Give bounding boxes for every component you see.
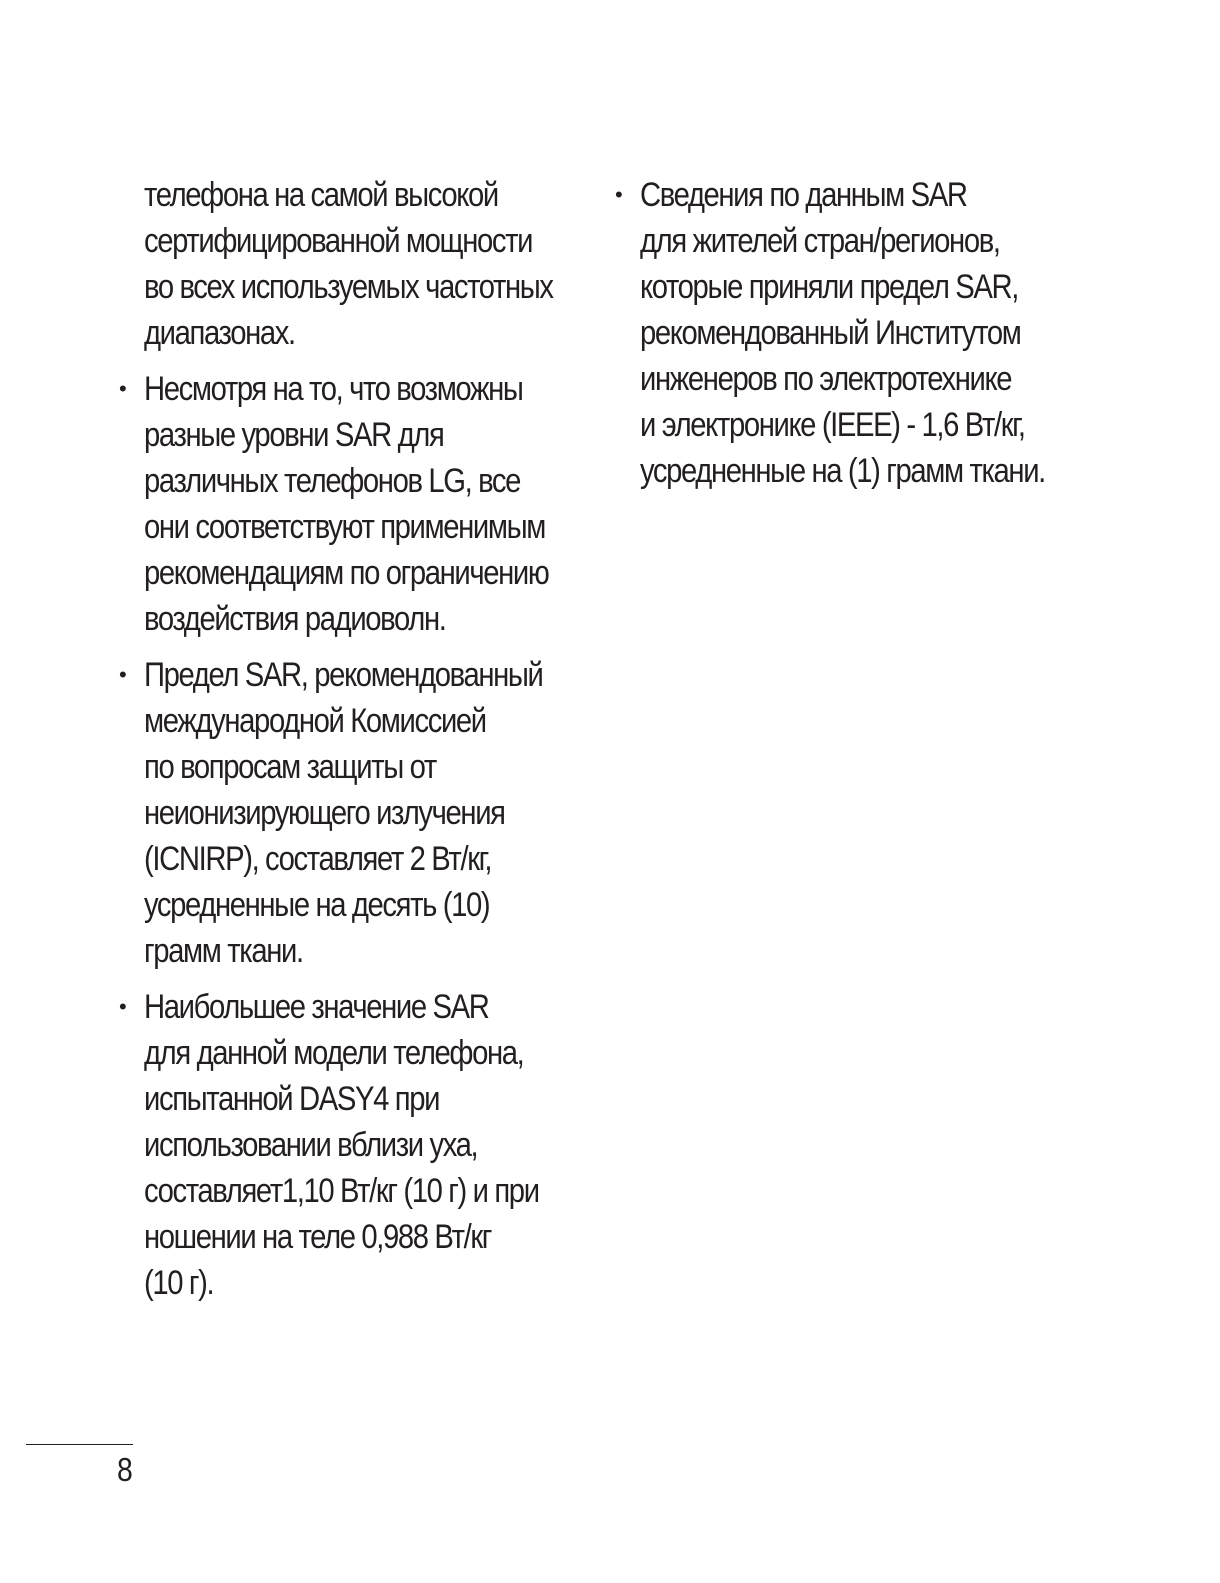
text-line: для жителей стран/регионов, <box>640 222 1000 260</box>
footer-rule <box>26 1444 133 1445</box>
left-column <box>116 172 596 1316</box>
text-line: по вопросам защиты от <box>144 748 436 786</box>
text-line: инженеров по электротехнике <box>640 360 1012 398</box>
text-line: испытанной DASY4 при <box>144 1080 440 1118</box>
text-line: Сведения по данным SAR <box>640 176 967 214</box>
text-line: различных телефонов LG, все <box>144 462 521 500</box>
text-line: усредненные на десять (10) <box>144 886 490 924</box>
bullet-item-highest-sar <box>116 984 596 1306</box>
text-line: разные уровни SAR для <box>144 416 444 454</box>
text-line: использовании вблизи уха, <box>144 1126 478 1164</box>
paragraph-continuation <box>116 172 596 356</box>
text-line: для данной модели телефона, <box>144 1034 524 1072</box>
bullet-icon: • <box>119 662 127 687</box>
text-line: и электронике (IEEE) - 1,6 Вт/кг, <box>640 406 1025 444</box>
right-column <box>612 172 1082 504</box>
text-line: Несмотря на то, что возможны <box>144 370 523 408</box>
text-line: Наибольшее значение SAR <box>144 988 489 1026</box>
text-line: грамм ткани. <box>144 932 303 970</box>
text-line: международной Комиссией <box>144 702 486 740</box>
text-line: неионизирующего излучения <box>144 794 505 832</box>
text-line: телефона на самой высокой <box>144 176 498 214</box>
text-line: составляет1,10 Вт/кг (10 г) и при <box>144 1172 539 1210</box>
text-line: (ICNIRP), составляет 2 Вт/кг, <box>144 840 492 878</box>
text-line: диапазонах. <box>144 314 295 352</box>
bullet-icon: • <box>615 182 623 207</box>
bullet-icon: • <box>119 994 127 1019</box>
bullet-item-icnirp-limit <box>116 652 596 974</box>
text-line: они соответствуют применимым <box>144 508 545 546</box>
text-line: во всех используемых частотных <box>144 268 553 306</box>
text-line: усредненные на (1) грамм ткани. <box>640 452 1045 490</box>
text-line: Предел SAR, рекомендованный <box>144 656 543 694</box>
text-line: воздействия радиоволн. <box>144 600 446 638</box>
bullet-icon: • <box>119 376 127 401</box>
text-line: рекомендованный Институтом <box>640 314 1021 352</box>
bullet-item-ieee-limit <box>612 172 1082 494</box>
page-number: 8 <box>117 1451 133 1488</box>
text-line: ношении на теле 0,988 Вт/кг <box>144 1218 492 1256</box>
text-line: которые приняли предел SAR, <box>640 268 1019 306</box>
text-line: сертифицированной мощности <box>144 222 533 260</box>
text-line: (10 г). <box>144 1264 214 1302</box>
text-line: рекомендациям по ограничению <box>144 554 549 592</box>
bullet-item-sar-levels <box>116 366 596 642</box>
